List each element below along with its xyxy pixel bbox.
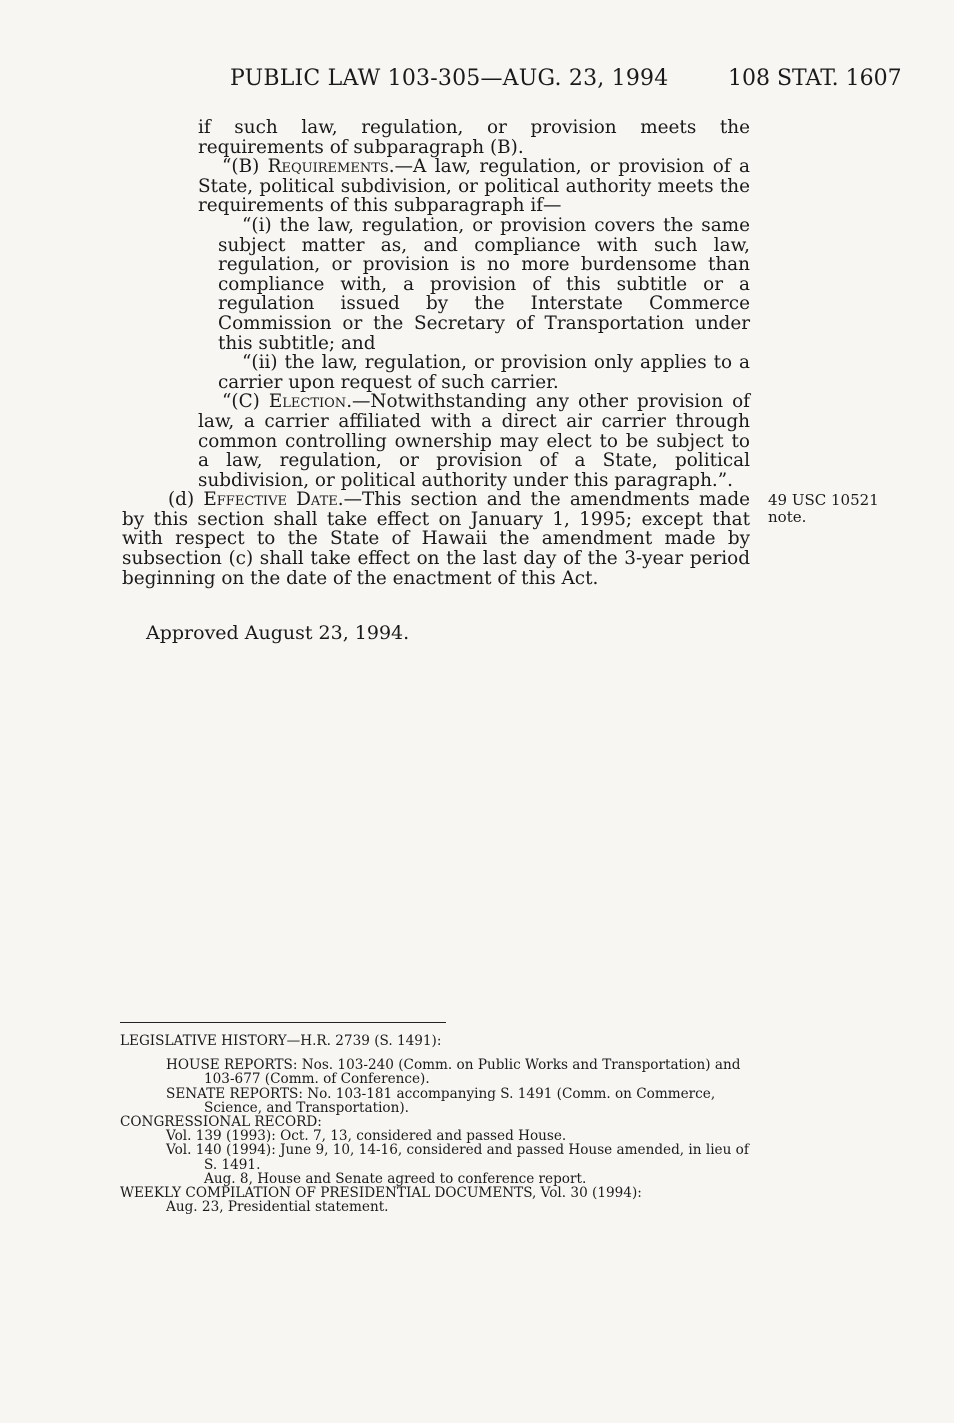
subparagraph-b xyxy=(122,157,750,216)
legislative-history xyxy=(120,1034,760,1214)
subparagraph-b-lead: “(B) xyxy=(222,156,268,178)
footnote-divider xyxy=(120,1022,446,1023)
subparagraph-c-heading: Election xyxy=(268,391,347,413)
congressional-record-heading: CONGRESSIONAL RECORD: xyxy=(120,1114,322,1131)
subparagraph-c xyxy=(122,392,750,490)
congressional-record-aug8: Aug. 8, House and Senate agreed to conference report. xyxy=(204,1170,587,1187)
page-header-title: PUBLIC LAW 103-305—AUG. 23, 1994 xyxy=(230,66,669,91)
paragraph-continuation: if such law, regulation, or provision meets the requirements of subparagraph (B). xyxy=(198,117,750,158)
clause-ii: “(ii) the law, regulation, or provision only applies to a carrier upon request of such carrier. xyxy=(218,352,750,393)
senate-reports: SENATE REPORTS: No. 103-181 accompanying S. 1491 (Comm. on Commerce, Science, and Transportation). xyxy=(166,1085,716,1116)
statute-body xyxy=(122,118,750,588)
weekly-compilation-aug23: Aug. 23, Presidential statement. xyxy=(166,1199,389,1216)
margin-note-citation: 49 USC 10521 xyxy=(768,491,879,509)
legislative-history-heading: LEGISLATIVE HISTORY—H.R. 2739 (S. 1491): xyxy=(120,1033,442,1049)
house-reports: HOUSE REPORTS: Nos. 103-240 (Comm. on Public Works and Transportation) and 103-677 (Comm. of Conference). xyxy=(166,1057,741,1088)
subsection-d-heading: Effective Date xyxy=(203,489,338,511)
clause-i: “(i) the law, regulation, or provision covers the same subject matter as, and compliance with such law, regulation, or provision is no more burdensome than compliance with, a provision of this subtitle or a regulation issued by the Interstate Commerce Commission or the Secretary of Transportation under this subtitle; and xyxy=(218,214,750,354)
margin-note xyxy=(768,492,879,526)
congressional-record-vol139: Vol. 139 (1993): Oct. 7, 13, considered and passed House. xyxy=(166,1128,567,1145)
subparagraph-b-heading: Requirements xyxy=(267,156,389,178)
subparagraph-b-text: .—A law, regulation, or provision of a State, political subdivision, or political authority meets the requirements of this subparagraph if— xyxy=(198,156,750,217)
subsection-d-text: .—This section and the amendments made by this section shall take effect on January 1, 1995; except that with respect to the State of Hawaii the amendment made by subsection (c) shall take effect on the last day of the 3-year period beginning on the date of the enactment of this Act. xyxy=(122,489,751,589)
margin-note-label: note. xyxy=(768,508,807,526)
approval-date: Approved August 23, 1994. xyxy=(146,622,410,644)
subsection-d-lead: (d) xyxy=(168,489,204,511)
subparagraph-c-lead: “(C) xyxy=(222,391,269,413)
page-header-stat: 108 STAT. 1607 xyxy=(728,66,902,91)
subparagraph-c-text: .—Notwithstanding any other provision of law, a carrier affiliated with a direct air carrier through common controlling ownership may elect to be subject to a law, regulation, or provision of a State, political subdivision, or political authority under this paragraph.”. xyxy=(198,391,750,491)
subsection-d xyxy=(122,490,750,588)
weekly-compilation-heading: WEEKLY COMPILATION OF PRESIDENTIAL DOCUMENTS, Vol. 30 (1994): xyxy=(120,1185,642,1202)
congressional-record-vol140: Vol. 140 (1994): June 9, 10, 14-16, considered and passed House amended, in lieu of S. 1491. xyxy=(166,1142,749,1173)
